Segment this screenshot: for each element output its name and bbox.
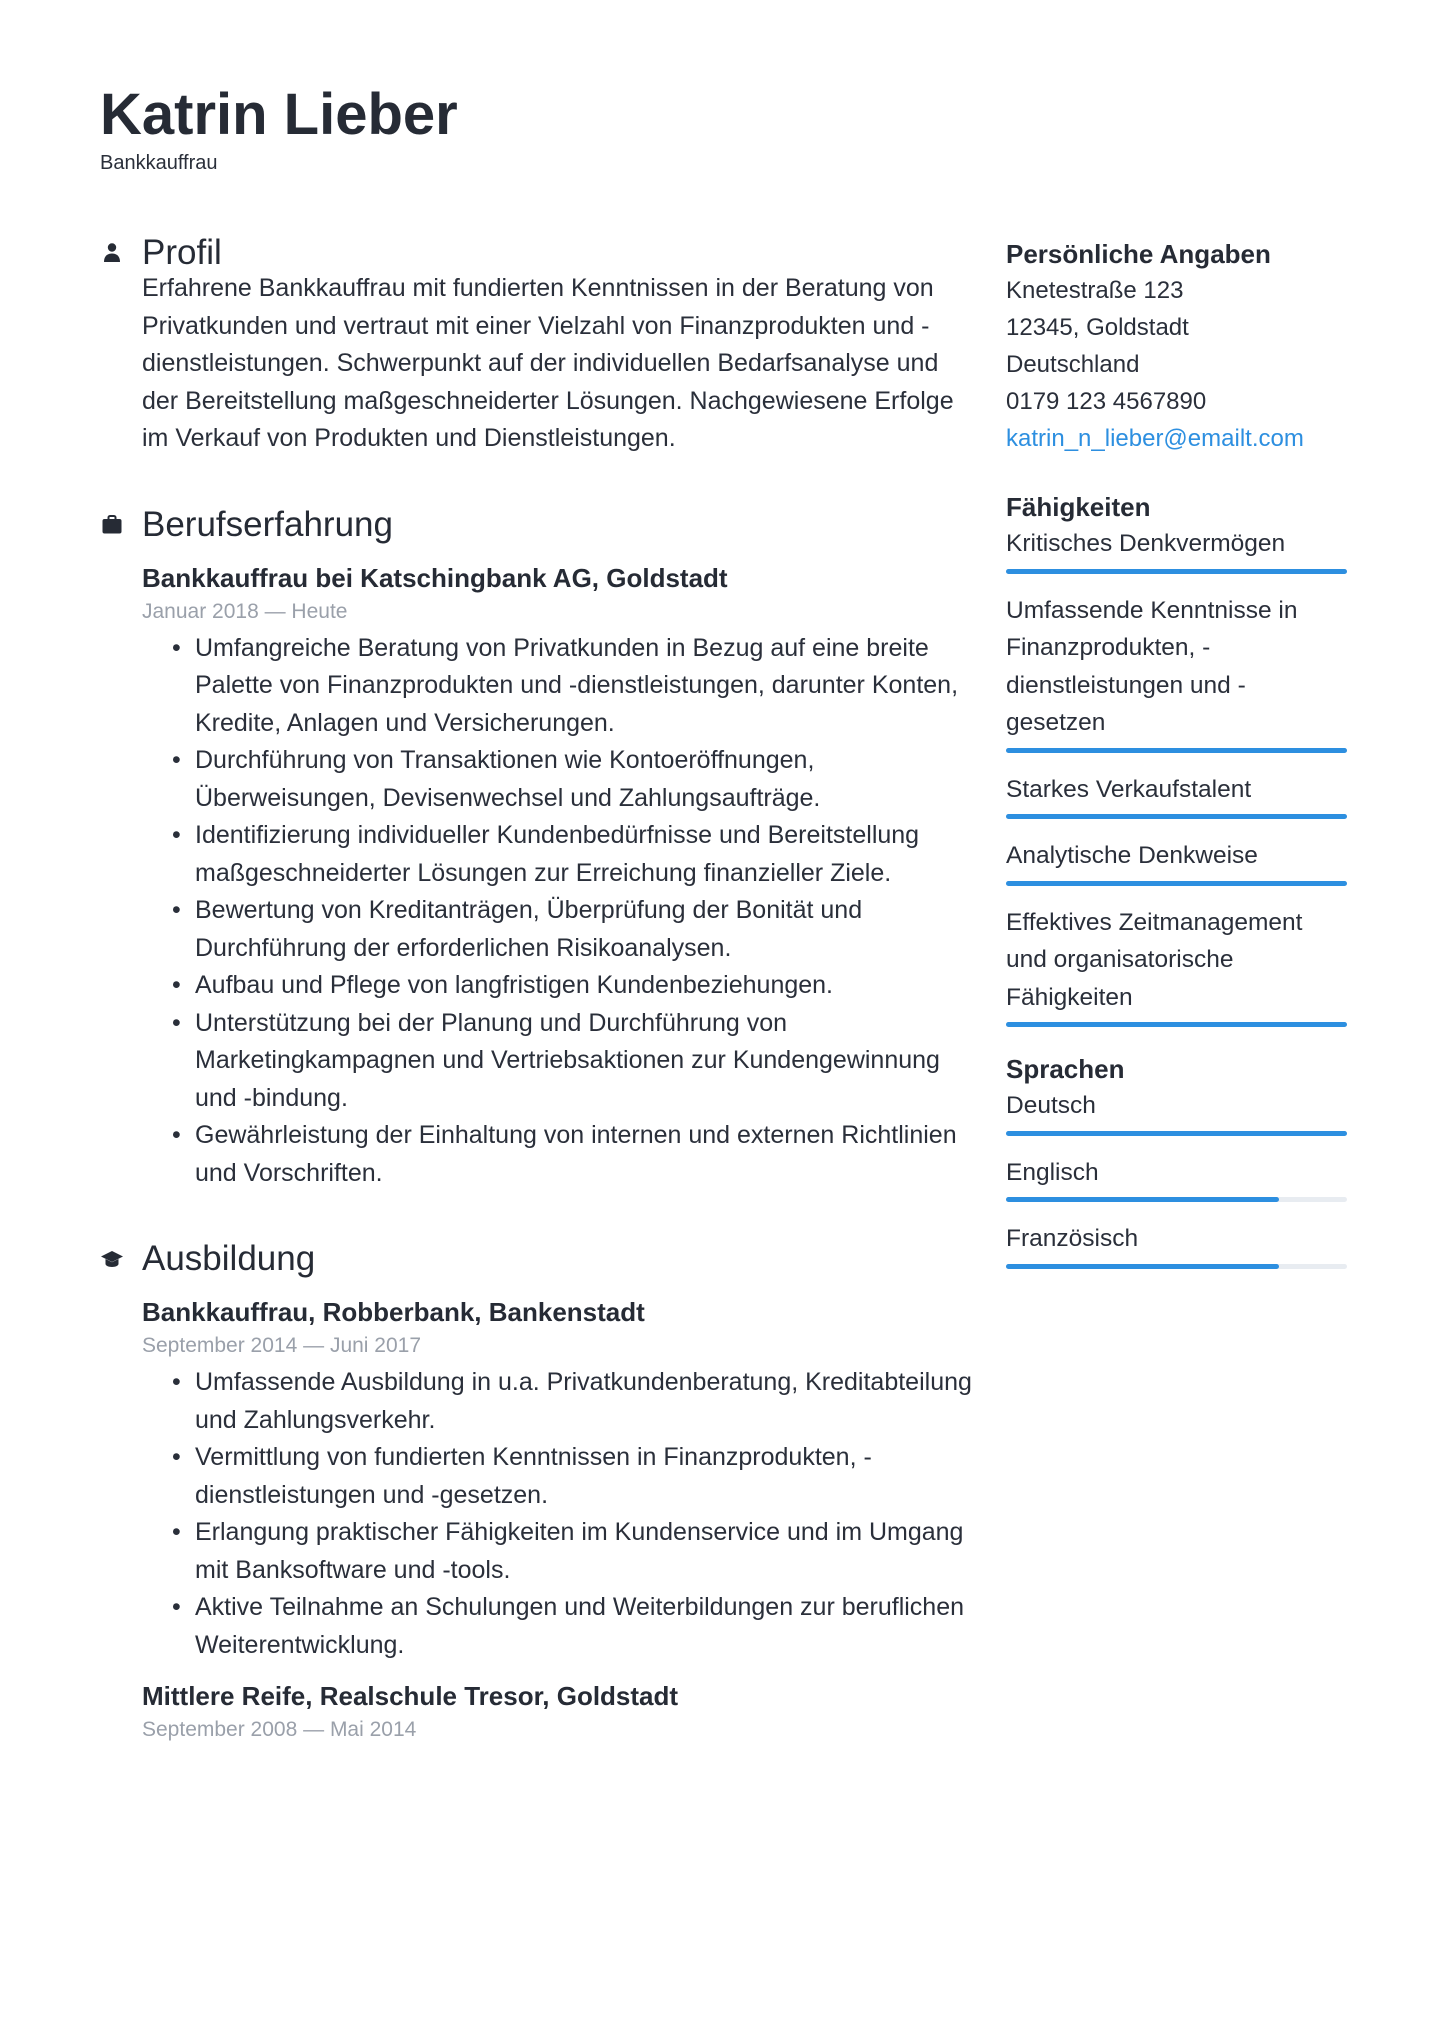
education-title: Bankkauffrau, Robberbank, Bankenstadt [142,1297,645,1327]
job-entry [142,560,960,1193]
language-label: Englisch [1006,1158,1099,1186]
education-date: September 2008 — Mai 2014 [142,1718,417,1741]
language-level-bar [1006,1264,1347,1269]
skills-heading: Fähigkeiten [1006,492,1151,522]
country: Deutschland [1006,351,1140,378]
profile-section-header [142,230,960,276]
person-name: Katrin Lieber [100,82,458,147]
language-level-fill [1006,1197,1279,1202]
list-item: • Durchführung von Transaktionen wie Kontoeröffnungen, Überweisungen, Devisenwechsel und Zahlungsaufträge. [142,742,972,817]
list-item: • Bewertung von Kreditanträgen, Überprüfung der Bonität und Durchführung der erforderlichen Risikoanalysen. [142,892,972,967]
education-entry [142,1678,960,1746]
skill-item [1006,837,1347,886]
resume-header [100,82,458,175]
skill-item [1006,771,1347,820]
skill-level-fill [1006,569,1347,574]
language-label: Deutsch [1006,1092,1096,1119]
list-item: • Erlangung praktischer Fähigkeiten im Kundenservice und im Umgang mit Banksoftware und -tools. [142,1514,972,1589]
sidebar [1006,236,1347,1287]
language-level-bar [1006,1197,1347,1202]
profile-heading: Profil [142,233,222,272]
languages-list [1006,1087,1347,1269]
language-level-fill [1006,1264,1279,1269]
graduation-cap-icon [100,1247,124,1271]
job-date: Januar 2018 — Heute [142,599,348,623]
education-title: Mittlere Reife, Realschule Tresor, Goldstadt [142,1681,679,1711]
education-section-header [142,1236,960,1282]
job-title: Bankkauffrau [100,152,218,174]
street: Knetestraße 123 [1006,277,1184,304]
skill-level-fill [1006,748,1347,753]
briefcase-icon [100,513,124,537]
skill-level-bar [1006,748,1347,753]
skill-label: Starkes Verkaufstalent [1006,775,1252,803]
skill-label: Analytische Denkweise [1006,842,1258,869]
language-label: Französisch [1006,1225,1139,1252]
languages-heading: Sprachen [1006,1054,1125,1084]
skill-level-fill [1006,1022,1347,1027]
profile-section [100,230,960,458]
person-icon [100,241,124,265]
skill-item [1006,904,1347,1028]
list-item: • Umfassende Ausbildung in u.a. Privatkundenberatung, Kreditabteilung und Zahlungsverkehr. [142,1364,972,1439]
education-bullets [142,1364,972,1664]
phone: 0179 123 4567890 [1006,388,1207,415]
language-item [1006,1087,1347,1136]
skill-item [1006,525,1347,574]
skill-level-bar [1006,1022,1347,1027]
list-item: • Aufbau und Pflege von langfristigen Kundenbeziehungen. [142,967,972,1005]
skills-list [1006,525,1347,1027]
skill-item [1006,592,1347,753]
skill-level-fill [1006,881,1347,886]
personal-details [1006,236,1347,457]
city: 12345, Goldstadt [1006,314,1189,341]
language-item [1006,1220,1347,1269]
education-section [100,1236,972,1746]
profile-text: Erfahrene Bankkauffrau mit fundierten Kenntnissen in der Beratung von Privatkunden und vertraut mit einer Vielzahl von Finanzprodukten und -dienstleistungen. Schwerpunkt auf der individuellen Bedarfsanalyse und der Bereitstellung maßgeschneiderter Lösungen. Nachgewiesene Erfolge im Verkauf von Produkten und Dienstleistungen. [142,274,954,452]
experience-heading: Berufserfahrung [142,504,393,544]
list-item: • Gewährleistung der Einhaltung von internen und externen Richtlinien und Vorschriften. [142,1117,972,1192]
education-heading: Ausbildung [142,1239,316,1278]
language-item [1006,1154,1347,1203]
skill-level-bar [1006,881,1347,886]
languages-section [1006,1051,1347,1269]
job-title-line: Bankkauffrau bei Katschingbank AG, Goldstadt [142,562,728,593]
skill-level-bar [1006,814,1347,819]
list-item: • Umfangreiche Beratung von Privatkunden in Bezug auf eine breite Palette von Finanzprodukten und -dienstleistungen, darunter Konten, Kredite, Anlagen und Versicherungen. [142,630,972,743]
list-item: • Identifizierung individueller Kundenbedürfnisse und Bereitstellung maßgeschneiderter Lösungen zur Erreichung finanzieller Ziele. [142,817,972,892]
list-item: • Unterstützung bei der Planung und Durchführung von Marketingkampagnen und Vertriebsaktionen zur Kundengewinnung und -bindung. [142,1005,972,1118]
experience-section-header [142,502,960,548]
skill-label: Umfassende Kenntnisse in Finanzprodukten, -dienstleistungen und -gesetzen [1006,596,1298,736]
main-column [100,230,972,1746]
list-item: • Aktive Teilnahme an Schulungen und Weiterbildungen zur beruflichen Weiterentwicklung. [142,1589,972,1664]
personal-heading: Persönliche Angaben [1006,239,1271,269]
list-item: • Vermittlung von fundierten Kenntnissen in Finanzprodukten, -dienstleistungen und -gesetzen. [142,1439,972,1514]
language-level-bar [1006,1131,1347,1136]
email-link[interactable]: katrin_n_lieber@emailt.com [1006,425,1304,452]
skill-level-bar [1006,569,1347,574]
skill-label: Kritisches Denkvermögen [1006,530,1286,557]
skill-label: Effektives Zeitmanagement und organisatorische Fähigkeiten [1006,908,1303,1011]
skills-section [1006,489,1347,1027]
education-date: September 2014 — Juni 2017 [142,1334,422,1357]
language-level-fill [1006,1131,1347,1136]
education-entry [142,1294,972,1664]
skill-level-fill [1006,814,1347,819]
job-bullets [142,630,972,1193]
experience-section [100,502,960,1193]
